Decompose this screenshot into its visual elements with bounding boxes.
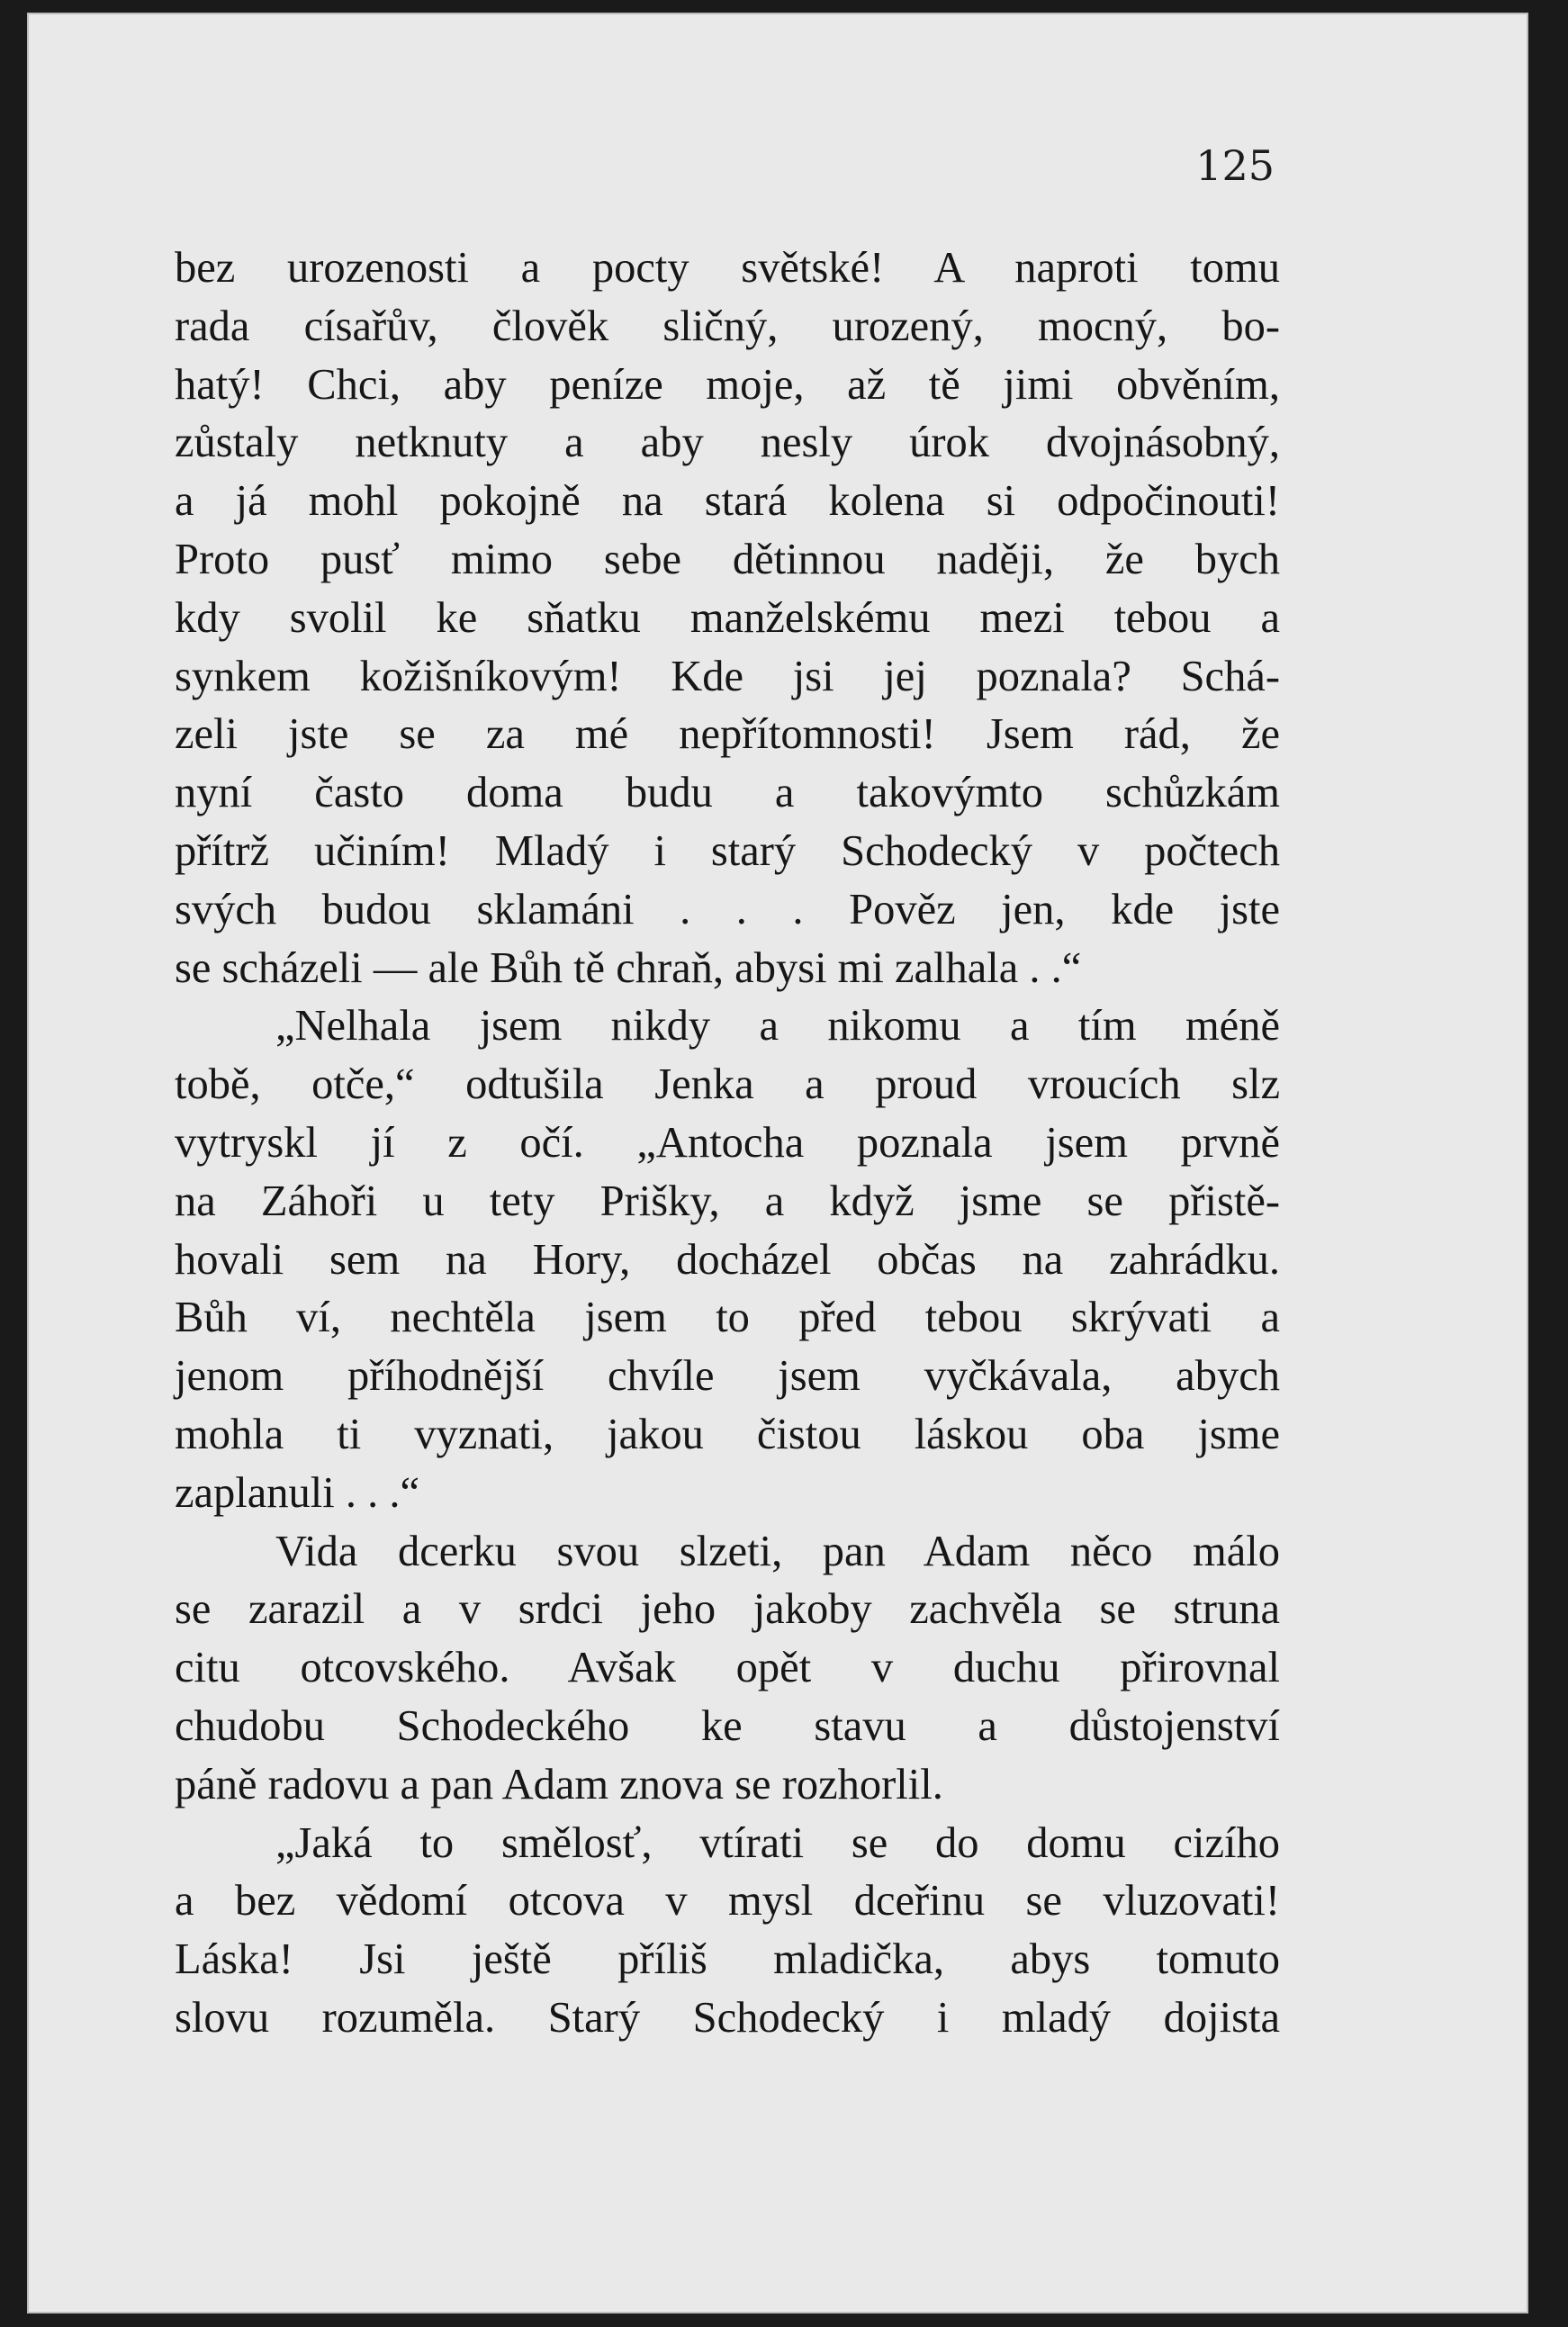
body-text xyxy=(175,239,1280,2048)
text-line: zeli jste se za mé nepřítomnosti! Jsem rád, že xyxy=(175,710,1280,759)
text-line: Láska! Jsi ještě příliš mladička, abys tomuto xyxy=(175,1935,1280,1984)
text-line: zaplanuli . . .“ xyxy=(175,1468,420,1517)
page-number: 125 xyxy=(1195,141,1275,190)
text-line: citu otcovského. Avšak opět v duchu přirovnal xyxy=(175,1644,1280,1692)
text-line: slovu rozuměla. Starý Schodecký i mladý dojista xyxy=(175,1993,1280,2042)
text-line: mohla ti vyznati, jakou čistou láskou oba jsme xyxy=(175,1410,1280,1458)
text-line: se scházeli — ale Bůh tě chraň, abysi mi zalhala . .“ xyxy=(175,943,1082,992)
text-line: zůstaly netknuty a aby nesly úrok dvojnásobný, xyxy=(175,419,1280,467)
text-line: a bez vědomí otcova v mysl dceřinu se vluzovati! xyxy=(175,1877,1280,1926)
text-line: jenom příhodnější chvíle jsem vyčkávala, abych xyxy=(175,1352,1280,1401)
text-line: na Záhoři u tety Prišky, a když jsme se přistě- xyxy=(175,1177,1280,1225)
text-line: „Nelhala jsem nikdy a nikomu a tím méně xyxy=(275,1002,1280,1051)
text-line: Bůh ví, nechtěla jsem to před tebou skrývati a xyxy=(175,1294,1280,1342)
text-line: se zarazil a v srdci jeho jakoby zachvěla se struna xyxy=(175,1585,1280,1634)
text-line: Vida dcerku svou slzeti, pan Adam něco málo xyxy=(275,1527,1280,1575)
text-line: vytryskl jí z očí. „Antocha poznala jsem prvně xyxy=(175,1118,1280,1167)
text-line: hovali sem na Hory, docházel občas na zahrádku. xyxy=(175,1235,1280,1284)
text-line: synkem kožišníkovým! Kde jsi jej poznala? Schá- xyxy=(175,652,1280,700)
text-line: rada císařův, člověk sličný, urozený, mocný, bo- xyxy=(175,302,1280,350)
text-line: „Jaká to smělosť, vtírati se do domu cizího xyxy=(275,1818,1280,1867)
text-line: kdy svolil ke sňatku manželskému mezi tebou a xyxy=(175,593,1280,642)
text-line: bez urozenosti a pocty světské! A naproti tomu xyxy=(175,244,1280,292)
text-line: přítrž učiním! Mladý i starý Schodecký v počtech xyxy=(175,826,1280,875)
text-line: tobě, otče,“ odtušila Jenka a proud vroucích slz xyxy=(175,1060,1280,1109)
text-line: Proto pusť mimo sebe dětinnou naději, že bych xyxy=(175,535,1280,583)
book-page xyxy=(27,13,1528,2313)
text-line: hatý! Chci, aby peníze moje, až tě jimi obvěním, xyxy=(175,360,1280,409)
text-line: svých budou sklamáni . . . Pověz jen, kde jste xyxy=(175,885,1280,934)
text-line: chudobu Schodeckého ke stavu a důstojenství xyxy=(175,1701,1280,1750)
text-line: a já mohl pokojně na stará kolena si odpočinouti! xyxy=(175,477,1280,526)
text-line: páně radovu a pan Adam znova se rozhorlil. xyxy=(175,1760,943,1808)
text-line: nyní často doma budu a takovýmto schůzkám xyxy=(175,769,1280,817)
